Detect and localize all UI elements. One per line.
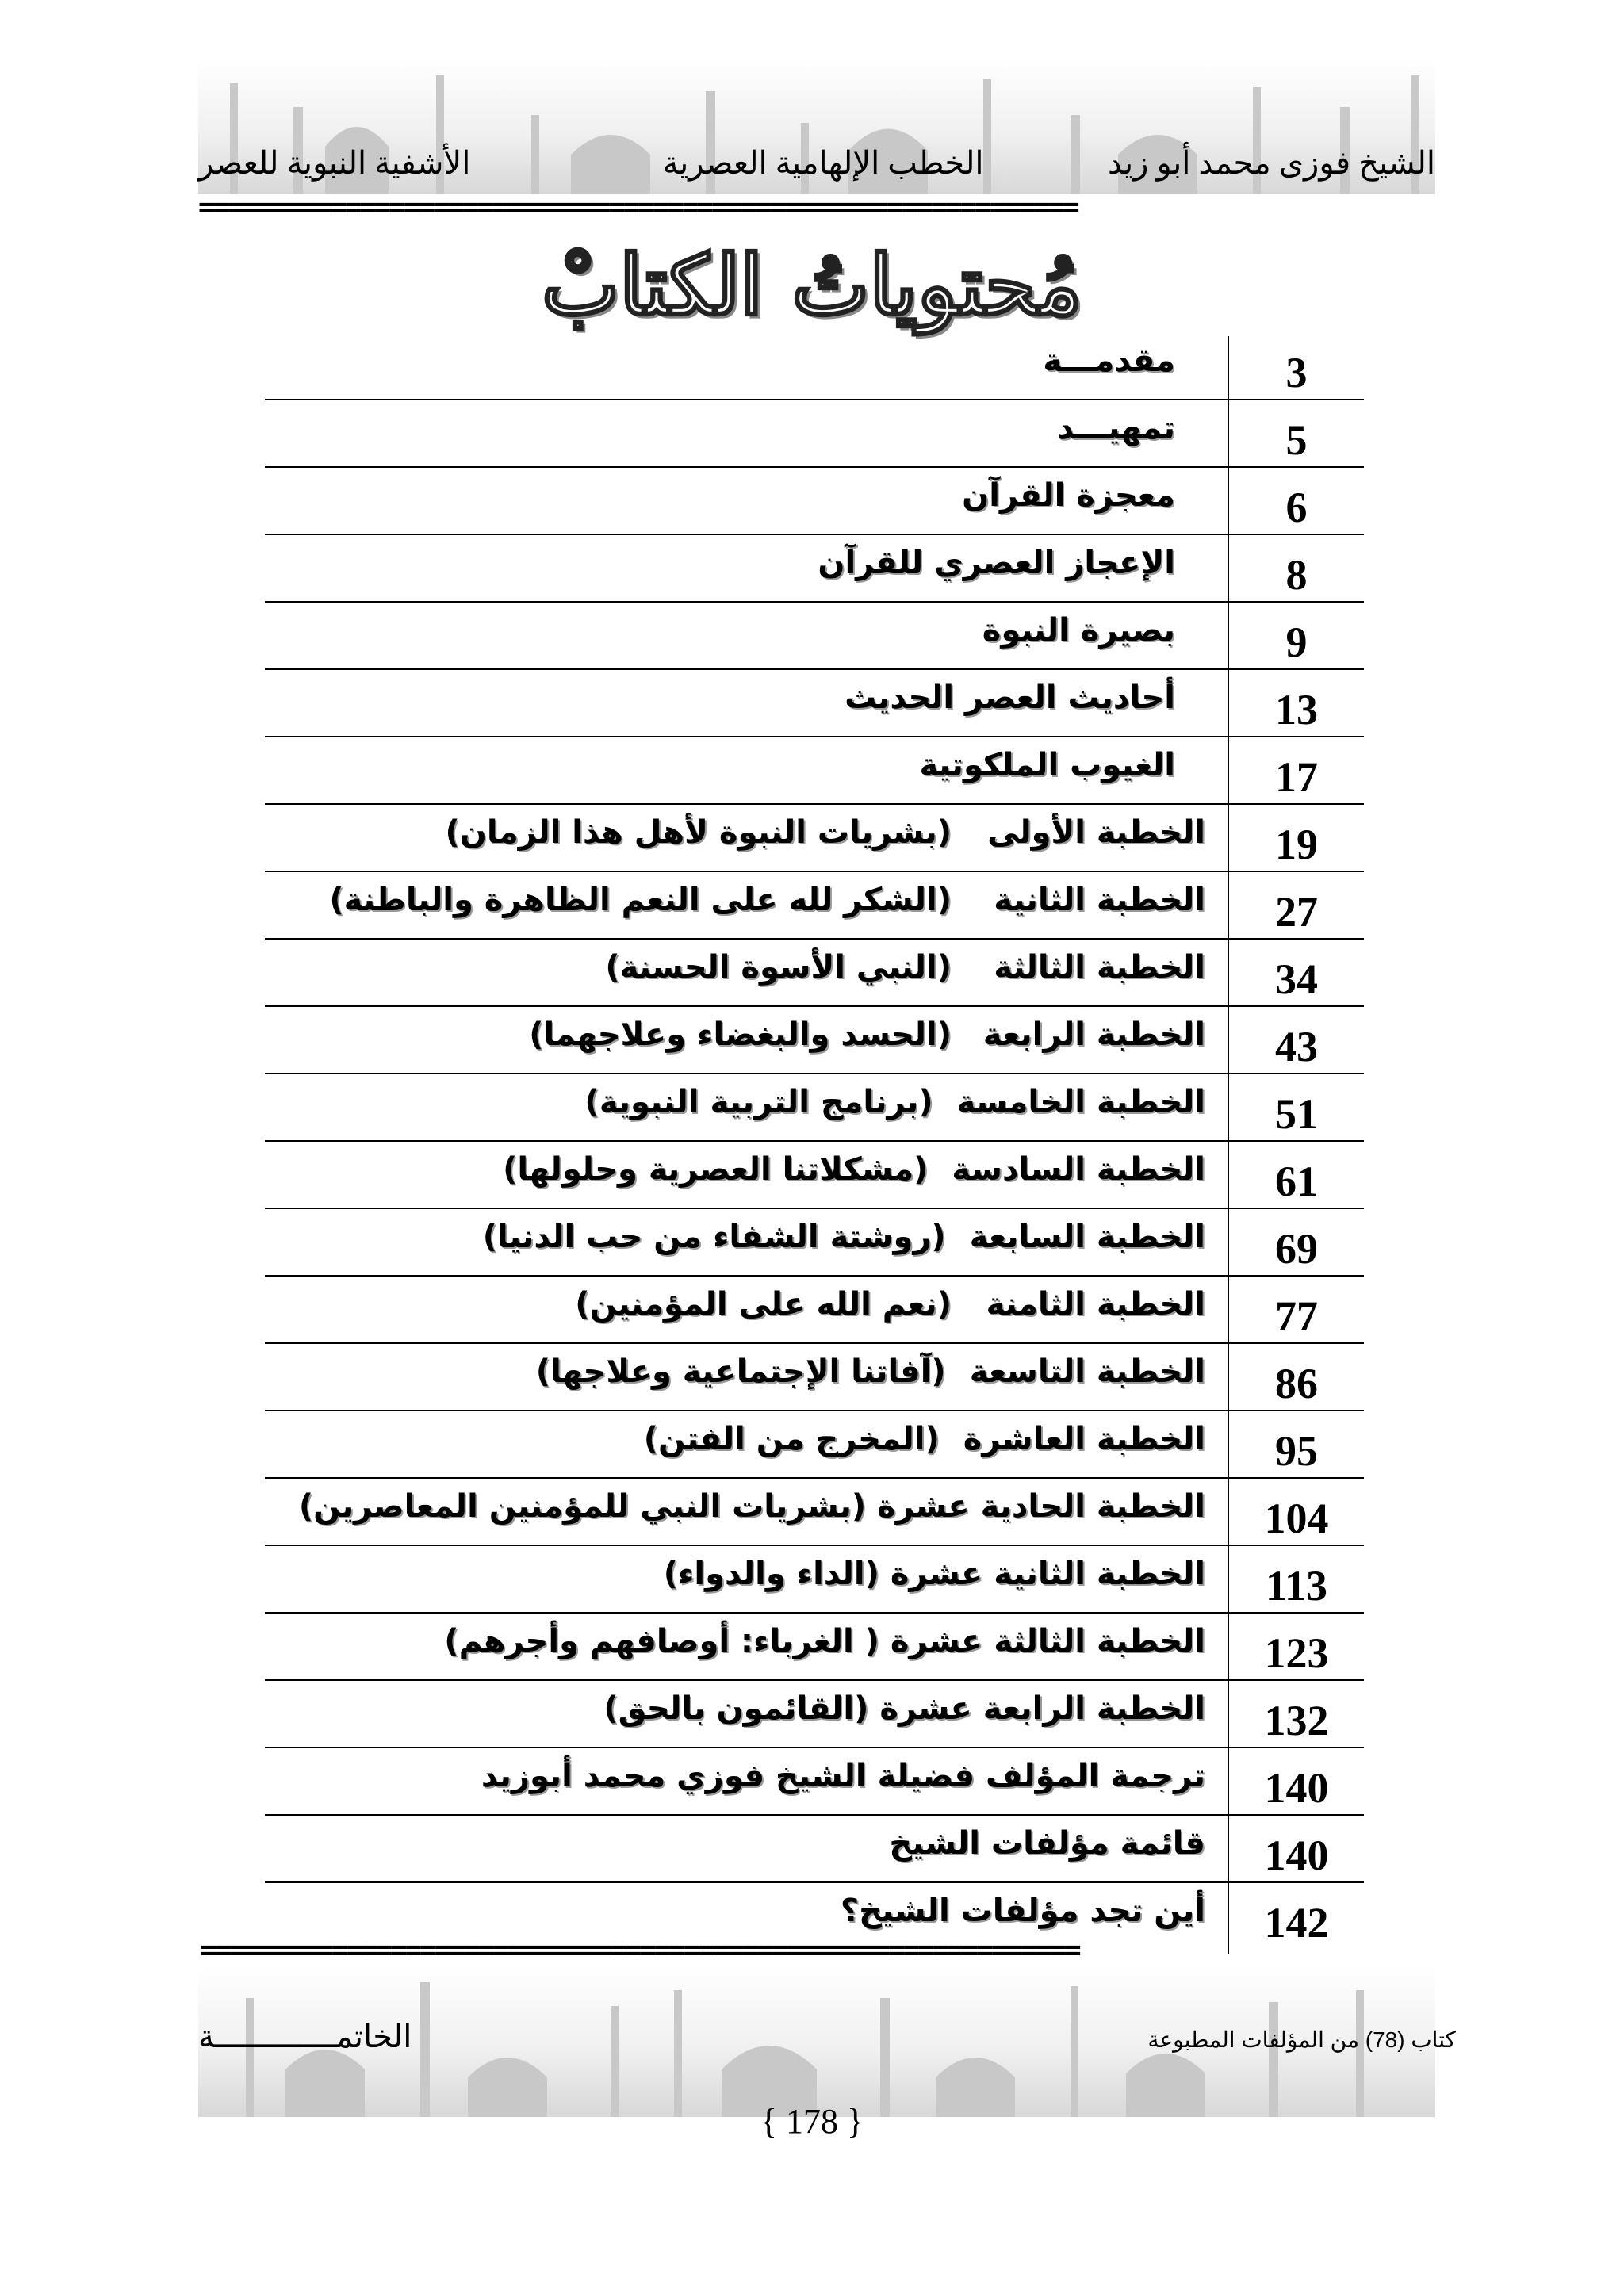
toc-row[interactable] [265, 1074, 1364, 1142]
toc-khutba-subject: (آفاتنا الإجتماعية وعلاجها) [535, 1353, 946, 1390]
toc-entry-title [446, 805, 1206, 860]
toc-row[interactable] [265, 535, 1364, 603]
toc-row[interactable] [265, 737, 1364, 805]
footer-rule: ============================================================ [200, 1936, 1079, 1965]
toc-khutba-label: الخطبة العاشرة [963, 1421, 1205, 1457]
running-header [198, 144, 1435, 182]
toc-khutba-subject: (مشكلاتنا العصرية وحلولها) [503, 1151, 929, 1188]
toc-page-number: 6 [1285, 484, 1308, 531]
toc-page-number: 132 [1264, 1697, 1329, 1744]
toc-khutba-subject: (المخرج من الفتن) [643, 1421, 940, 1457]
toc-entry-title [605, 940, 1205, 995]
toc-entry-title: مقدمـــة [1043, 343, 1175, 379]
toc-entry-title [329, 872, 1205, 928]
toc-page-number: 5 [1285, 416, 1308, 464]
toc-page-number: 95 [1275, 1427, 1318, 1475]
toc-khutba-label: الخطبة السادسة [952, 1151, 1205, 1188]
toc-row[interactable] [265, 468, 1364, 535]
toc-khutba-subject: (بشريات النبوة لأهل هذا الزمان) [445, 814, 952, 851]
toc-entry-title: بصيرة النبوة [982, 612, 1175, 649]
toc-row[interactable] [265, 1816, 1364, 1883]
toc-khutba-subject: (الشكر لله على النعم الظاهرة والباطنة) [329, 882, 952, 918]
toc-page-number: 27 [1275, 888, 1318, 936]
toc-row[interactable] [265, 1344, 1364, 1411]
toc-row[interactable] [265, 1411, 1364, 1479]
toc-page-number: 104 [1264, 1495, 1329, 1542]
toc-page-number: 123 [1264, 1629, 1329, 1677]
toc-entry-title [503, 1142, 1205, 1197]
toc-row[interactable] [265, 1748, 1364, 1816]
toc-entry-title: قائمة مؤلفات الشيخ [889, 1825, 1205, 1862]
page-title: مُحتوياتُ الكتابْ [542, 236, 1082, 334]
toc-row[interactable] [265, 1614, 1364, 1681]
toc-entry-title: الخطبة الحادية عشرة (بشريات النبي للمؤمنين المعاصرين) [298, 1488, 1205, 1525]
toc-page-number: 3 [1285, 349, 1308, 396]
toc-khutba-label: الخطبة الرابعة [982, 1016, 1205, 1053]
toc-entry-title [536, 1344, 1205, 1399]
toc-entry-title [575, 1277, 1205, 1332]
toc-row[interactable] [265, 603, 1364, 670]
toc-row[interactable] [265, 1277, 1364, 1344]
toc-entry-title: أحاديث العصر الحديث [845, 679, 1175, 716]
toc-row[interactable] [265, 1007, 1364, 1074]
toc-entry-title: الخطبة الرابعة عشرة (القائمون بالحق) [603, 1690, 1205, 1727]
toc-page-number: 86 [1275, 1360, 1318, 1407]
toc-page-number: 69 [1275, 1225, 1318, 1273]
toc-khutba-subject: (نعم الله على المؤمنين) [575, 1286, 952, 1323]
toc-row[interactable] [265, 1479, 1364, 1546]
toc-khutba-label: الخطبة الخامسة [956, 1084, 1205, 1120]
header-series: الخطب الإلهامية العصرية [662, 145, 984, 181]
toc-page-number: 51 [1275, 1090, 1318, 1138]
toc-page-number: 13 [1275, 686, 1318, 733]
toc-entry-title: الخطبة الثانية عشرة (الداء والدواء) [663, 1556, 1205, 1592]
toc-entry-title [529, 1007, 1205, 1062]
toc-row[interactable] [265, 940, 1364, 1007]
toc-entry-title [483, 1209, 1205, 1265]
toc-khutba-label: الخطبة الثانية [994, 882, 1205, 918]
toc-page-number: 142 [1264, 1899, 1329, 1947]
toc-khutba-subject: (الحسد والبغضاء وعلاجهما) [529, 1016, 952, 1053]
toc-page-number: 17 [1275, 753, 1318, 801]
toc-page-number: 19 [1275, 821, 1318, 868]
toc-page-number: 43 [1275, 1023, 1318, 1070]
toc-entry-title: أين تجد مؤلفات الشيخ؟ [840, 1893, 1205, 1929]
footer-section-label: الخاتمـــــــــــــة [198, 2019, 412, 2054]
toc-khutba-label: الخطبة الأولى [987, 814, 1205, 851]
toc-page-number: 8 [1285, 551, 1308, 599]
toc-page-number: 9 [1285, 618, 1308, 666]
toc-khutba-subject: (برنامج التربية النبوية) [584, 1084, 933, 1120]
toc-row[interactable] [265, 670, 1364, 737]
page-number: { 178 } [760, 2102, 864, 2141]
toc-page-number: 140 [1264, 1764, 1329, 1812]
toc-entry-title: الخطبة الثالثة عشرة ( الغرباء: أوصافهم وأجرهم) [444, 1623, 1205, 1659]
toc-entry-title [644, 1411, 1205, 1467]
toc-khutba-label: الخطبة الثالثة [994, 949, 1205, 986]
toc-khutba-label: الخطبة السابعة [969, 1219, 1205, 1255]
toc-entry-title: الإعجاز العصري للقرآن [818, 545, 1175, 581]
toc-row[interactable] [265, 1546, 1364, 1614]
toc-row[interactable] [265, 400, 1364, 468]
toc-entry-title: تمهيـــد [1057, 410, 1175, 446]
toc-row[interactable] [265, 872, 1364, 940]
toc-entry-title [584, 1074, 1205, 1130]
toc-khutba-label: الخطبة التاسعة [969, 1353, 1205, 1390]
toc-khutba-subject: (النبي الأسوة الحسنة) [605, 949, 952, 986]
header-rule: ============================================================ [198, 193, 1078, 222]
toc-page-number: 34 [1275, 955, 1318, 1003]
footer-book-count: كتاب (78) من المؤلفات المطبوعة [1147, 2027, 1456, 2052]
toc-page-number: 113 [1265, 1562, 1328, 1610]
toc-row[interactable] [265, 333, 1364, 400]
toc-page-number: 140 [1264, 1832, 1329, 1879]
toc-row[interactable] [265, 805, 1364, 872]
toc-entry-title: الغيوب الملكوتية [919, 747, 1175, 783]
toc-khutba-label: الخطبة الثامنة [986, 1286, 1205, 1323]
toc-page-number: 61 [1275, 1158, 1318, 1205]
toc-page-number: 77 [1275, 1292, 1318, 1340]
toc-entry-title: ترجمة المؤلف فضيلة الشيخ فوزي محمد أبوزيد [481, 1758, 1205, 1794]
toc-entry-title: معجزة القرآن [962, 477, 1175, 514]
header-author: الشيخ فوزى محمد أبو زيد [1107, 145, 1435, 181]
header-book-title: الأشفية النبوية للعصر [198, 145, 471, 181]
toc-row[interactable] [265, 1209, 1364, 1277]
toc-khutba-subject: (روشتة الشفاء من حب الدنيا) [482, 1219, 946, 1255]
toc-row[interactable] [265, 1681, 1364, 1748]
table-of-contents [265, 333, 1364, 1950]
toc-row[interactable] [265, 1142, 1364, 1209]
